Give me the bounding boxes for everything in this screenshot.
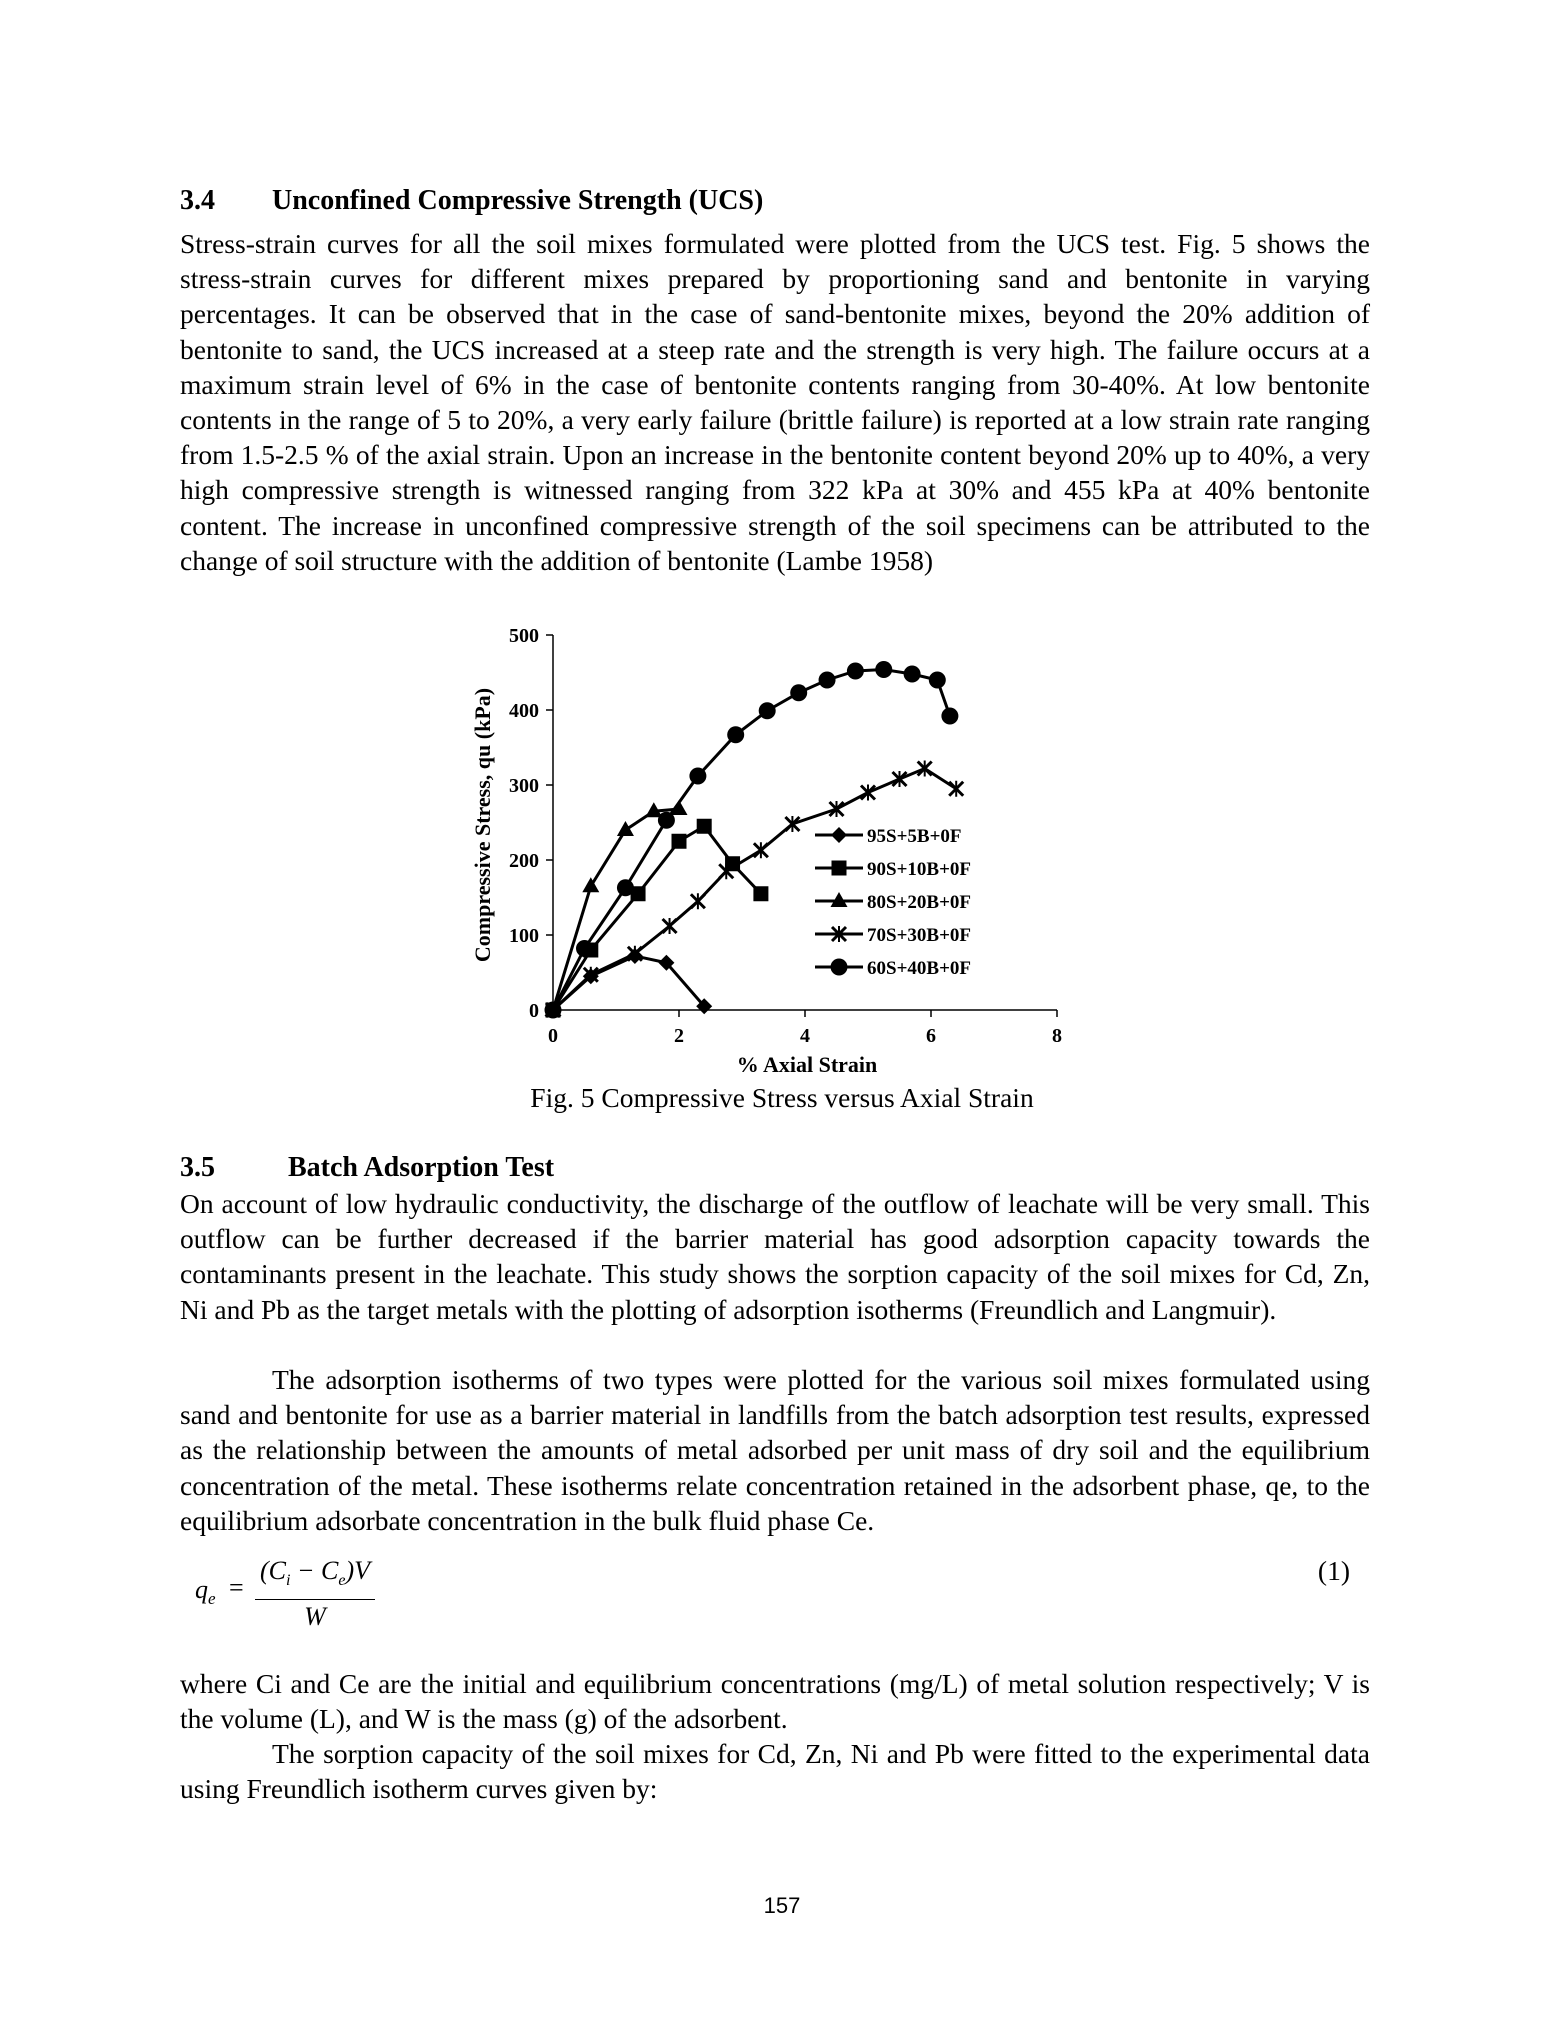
data-point-x bbox=[754, 842, 768, 858]
y-tick-label: 200 bbox=[509, 850, 539, 872]
x-tick-label: 8 bbox=[1052, 1025, 1062, 1047]
data-point-circle bbox=[819, 672, 836, 689]
legend-marker-square bbox=[832, 861, 847, 876]
y-tick-label: 0 bbox=[529, 1000, 539, 1022]
chart-axes bbox=[509, 625, 1062, 1047]
legend-label: 80S+20B+0F bbox=[867, 892, 971, 913]
y-tick-label: 400 bbox=[509, 700, 539, 722]
section-number: 3.4 bbox=[180, 185, 215, 216]
legend-marker-circle bbox=[831, 959, 848, 976]
batch-paragraph-1: On account of low hydraulic conductivity, the discharge of the outflow of leachate will be very small. This outflow can be further decreased if the barrier material has good adsorption capacity towards the contaminants present in the leachate. This study shows the sorption capacity of the soil mixes for Cd, Zn, Ni and Pb as the target metals with the plotting of adsorption isotherms (Freundlich and Langmuir). bbox=[180, 1188, 1370, 1325]
equation-fraction: $(C_i - C_e)V$ W bbox=[255, 1555, 375, 1632]
stress-strain-chart bbox=[460, 620, 1100, 1090]
equation-1 bbox=[195, 1555, 1370, 1635]
data-point-triangle bbox=[582, 877, 599, 892]
data-point-circle bbox=[576, 940, 593, 957]
data-point-circle bbox=[847, 663, 864, 680]
data-point-circle bbox=[545, 1002, 562, 1019]
figure-caption: Fig. 5 Compressive Stress versus Axial Strain bbox=[530, 1082, 1034, 1113]
data-point-x bbox=[691, 893, 705, 909]
batch-paragraph-3: where Ci and Ce are the initial and equilibrium concentrations (mg/L) of metal solution respectively; V is the volume (L), and W is the mass (g) of the adsorbent. bbox=[180, 1668, 1370, 1735]
y-tick-label: 100 bbox=[509, 925, 539, 947]
page-number: 157 bbox=[763, 1893, 801, 1918]
data-point-x bbox=[785, 816, 799, 832]
equation-equals: = bbox=[229, 1573, 244, 1602]
legend-marker-diamond bbox=[831, 827, 847, 843]
legend-label: 60S+40B+0F bbox=[867, 958, 971, 979]
equation-number: (1) bbox=[1317, 1555, 1350, 1586]
equation-lhs: $q_e$ bbox=[195, 1575, 216, 1609]
legend-entry bbox=[815, 925, 971, 946]
x-tick-label: 4 bbox=[800, 1025, 810, 1047]
y-tick-label: 500 bbox=[509, 625, 539, 647]
data-point-square bbox=[697, 819, 712, 834]
batch-paragraph-4: The sorption capacity of the soil mixes for Cd, Zn, Ni and Pb were fitted to the experimental data using Freundlich isotherm curves given by: bbox=[180, 1738, 1370, 1805]
x-tick-label: 6 bbox=[926, 1025, 936, 1047]
chart-legend bbox=[815, 826, 971, 979]
x-tick-label: 2 bbox=[674, 1025, 684, 1047]
data-point-square bbox=[672, 834, 687, 849]
data-point-circle bbox=[727, 726, 744, 743]
y-axis-label: Compressive Stress, qu (kPa) bbox=[470, 687, 495, 963]
data-point-square bbox=[753, 886, 768, 901]
data-point-circle bbox=[875, 661, 892, 678]
data-point-circle bbox=[929, 672, 946, 689]
section-heading-3-4 bbox=[180, 183, 763, 219]
data-point-circle bbox=[658, 812, 675, 829]
data-point-circle bbox=[617, 879, 634, 896]
data-point-circle bbox=[904, 666, 921, 683]
data-point-x bbox=[949, 781, 963, 797]
section-title: Unconfined Compressive Strength (UCS) bbox=[272, 185, 764, 216]
data-point-x bbox=[663, 918, 677, 934]
data-point-circle bbox=[941, 708, 958, 725]
x-tick-label: 0 bbox=[548, 1025, 558, 1047]
legend-entry bbox=[815, 859, 971, 880]
data-point-x bbox=[918, 761, 932, 777]
y-tick-label: 300 bbox=[509, 775, 539, 797]
data-point-circle bbox=[689, 768, 706, 785]
data-point-circle bbox=[790, 684, 807, 701]
legend-entry bbox=[815, 826, 962, 847]
data-point-triangle bbox=[617, 821, 634, 836]
batch-paragraph-2: The adsorption isotherms of two types were plotted for the various soil mixes formulated using sand and bentonite for use as a barrier material in landfills from the batch adsorption test results, expressed as the relationship between the amounts of metal adsorbed per unit mass of dry soil and the equilibrium concentration of the metal. These isotherms relate concentration retained in the adsorbent phase, qe, to the equilibrium adsorbate concentration in the bulk fluid phase Ce. bbox=[180, 1364, 1370, 1536]
x-axis-label: % Axial Strain bbox=[736, 1052, 878, 1077]
data-point-x bbox=[861, 785, 875, 801]
data-point-x bbox=[893, 771, 907, 787]
data-point-circle bbox=[759, 702, 776, 719]
section-heading-3-5 bbox=[180, 1150, 554, 1186]
legend-label: 90S+10B+0F bbox=[867, 859, 971, 880]
data-point-x bbox=[830, 801, 844, 817]
legend-label: 95S+5B+0F bbox=[867, 826, 962, 847]
legend-entry bbox=[815, 892, 971, 913]
section-title: Batch Adsorption Test bbox=[288, 1152, 555, 1183]
ucs-paragraph: Stress-strain curves for all the soil mixes formulated were plotted from the UCS test. Fig. 5 shows the stress-strain curves for different mixes prepared by proportioning sand and bentonite in varying percentages. It can be observed that in the case of sand-bentonite mixes, beyond the 20% addition of bentonite to sand, the UCS increased at a steep rate and the strength is very high. The failure occurs at a maximum strain level of 6% in the case of bentonite contents ranging from 30-40%. At low bentonite contents in the range of 5 to 20%, a very early failure (brittle failure) is reported at a low strain rate ranging from 1.5-2.5 % of the axial strain. Upon an increase in the bentonite content beyond 20% up to 40%, a very high compressive strength is witnessed ranging from 322 kPa at 30% and 455 kPa at 40% bentonite content. The increase in unconfined compressive strength of the soil specimens can be attributed to the change of soil structure with the addition of bentonite (Lambe 1958) bbox=[180, 228, 1370, 576]
legend-entry bbox=[815, 958, 971, 979]
legend-label: 70S+30B+0F bbox=[867, 925, 971, 946]
section-number: 3.5 bbox=[180, 1152, 215, 1183]
